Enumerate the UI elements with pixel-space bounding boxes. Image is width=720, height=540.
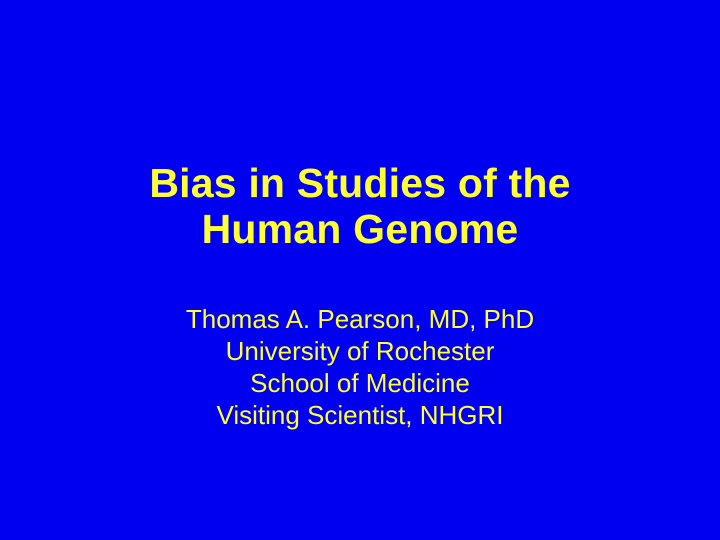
slide-subtitle xyxy=(0,303,720,431)
slide-title xyxy=(0,160,720,252)
subtitle-line-school: School of Medicine xyxy=(250,368,470,398)
slide-title-line-1: Bias in Studies of the xyxy=(149,160,571,206)
subtitle-line-role: Visiting Scientist, NHGRI xyxy=(216,400,504,430)
subtitle-line-author: Thomas A. Pearson, MD, PhD xyxy=(185,304,535,334)
subtitle-line-institution: University of Rochester xyxy=(225,336,495,366)
slide-title-line-2: Human Genome xyxy=(201,206,519,252)
